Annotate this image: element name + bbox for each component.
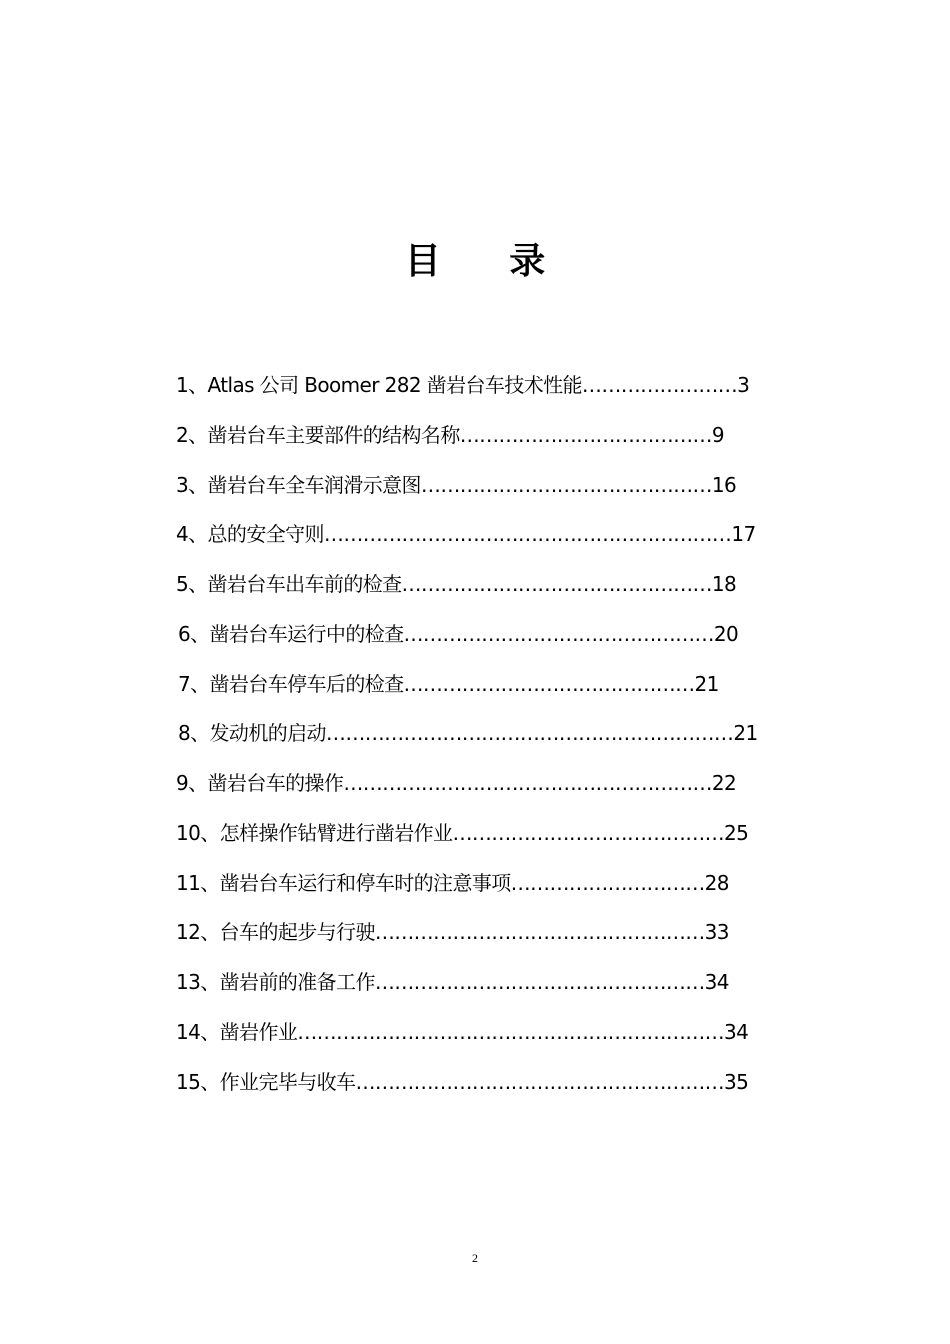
toc-item[interactable]: 12、台车的起步与行驶……………………………………………33 bbox=[176, 920, 729, 944]
toc-item[interactable]: 1、Atlas 公司 Boomer 282 凿岩台车技术性能……………………3 bbox=[176, 373, 750, 397]
toc-item[interactable]: 9、凿岩台车的操作…………………………………………………22 bbox=[176, 771, 737, 795]
toc-item[interactable]: 5、凿岩台车出车前的检查…………………………………………18 bbox=[176, 572, 737, 596]
toc-item[interactable]: 15、作业完毕与收车…………………………………………………35 bbox=[176, 1070, 749, 1094]
toc-item[interactable]: 3、凿岩台车全车润滑示意图………………………………………16 bbox=[176, 473, 737, 497]
toc-item[interactable]: 13、凿岩前的准备工作……………………………………………34 bbox=[176, 970, 729, 994]
page-title: 目 录 bbox=[404, 241, 574, 282]
toc-item[interactable]: 6、凿岩台车运行中的检查…………………………………………20 bbox=[178, 622, 739, 646]
toc-item[interactable]: 10、怎样操作钻臂进行凿岩作业……………………………………25 bbox=[176, 821, 749, 845]
toc-item[interactable]: 14、凿岩作业…………………………………………………………34 bbox=[176, 1020, 749, 1044]
toc-item[interactable]: 7、凿岩台车停车后的检查………………………………………21 bbox=[178, 672, 719, 696]
toc-item[interactable]: 4、总的安全守则………………………………………………………17 bbox=[176, 522, 756, 546]
toc-item[interactable]: 2、凿岩台车主要部件的结构名称…………………………………9 bbox=[176, 423, 725, 447]
toc-item[interactable]: 8、发动机的启动………………………………………………………21 bbox=[178, 721, 758, 745]
toc-item[interactable]: 11、凿岩台车运行和停车时的注意事项…………………………28 bbox=[176, 871, 729, 895]
page-number: 2 bbox=[472, 1251, 478, 1265]
